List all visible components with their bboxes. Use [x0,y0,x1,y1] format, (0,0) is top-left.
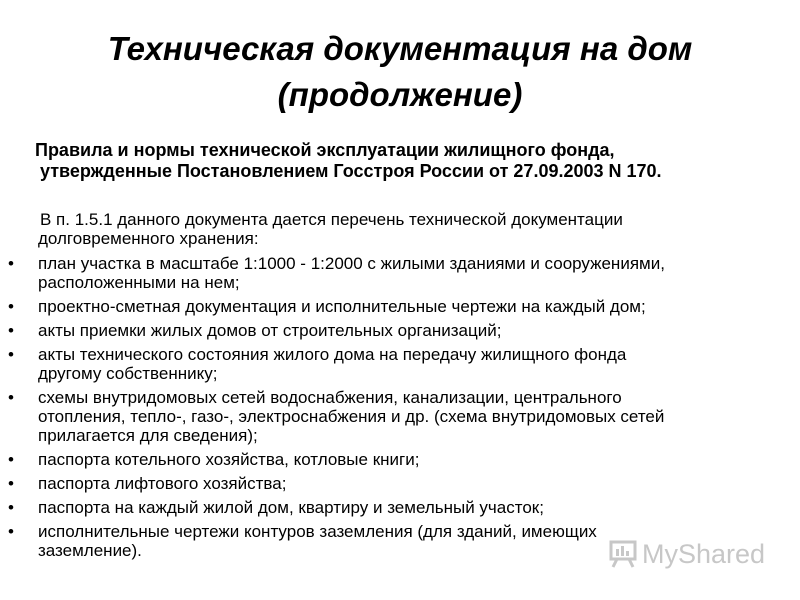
bullet-line: исполнительные чертежи контуров заземления (для зданий, имеющих [38,522,597,541]
bullet-line: схемы внутридомовых сетей водоснабжения, канализации, центрального [38,388,622,407]
slide-title-line-1: Техническая документация на дом [107,30,693,67]
subtitle-line-2: утвержденные Постановлением Госстроя России от 27.09.2003 N 170. [40,161,662,181]
bullet-marker: • [8,450,14,469]
bullet-line: акты технического состояния жилого дома на передачу жилищного фонда [38,345,627,364]
bullet-item [0,388,780,445]
bullet-marker: • [8,388,14,407]
bullet-item [0,474,780,493]
bullet-item [0,297,780,316]
bullet-marker: • [8,345,14,364]
bullet-line: паспорта на каждый жилой дом, квартиру и земельный участок; [38,498,544,517]
bullet-marker: • [8,254,14,273]
bullet-line: расположенными на нем; [38,273,240,292]
slide-subtitle [30,140,770,182]
bullet-list [0,254,780,565]
bullet-item [0,254,780,292]
bullet-item [0,450,780,469]
bullet-line: акты приемки жилых домов от строительных организаций; [38,321,502,340]
subtitle-line-1: Правила и нормы технической эксплуатации жилищного фонда, [35,140,615,160]
watermark-text: MyShared [642,538,766,569]
bullet-marker: • [8,297,14,316]
bullet-marker: • [8,321,14,340]
bullet-line: проектно-сметная документация и исполнительные чертежи на каждый дом; [38,297,646,316]
bullet-line: план участка в масштабе 1:1000 - 1:2000 с жилыми зданиями и сооружениями, [38,254,665,273]
bullet-marker: • [8,498,14,517]
bullet-line: заземление). [38,541,142,560]
bullet-line: отопления, тепло-, газо-, электроснабжения и др. (схема внутридомовых сетей [38,407,665,426]
presentation-board-icon [608,539,638,569]
bullet-marker: • [8,474,14,493]
intro-paragraph [38,210,778,248]
bullet-marker: • [8,522,14,541]
bullet-line: паспорта лифтового хозяйства; [38,474,287,493]
slide-title [0,26,800,118]
bullet-line: другому собственнику; [38,364,218,383]
intro-line-2: долговременного хранения: [38,229,259,248]
bullet-line: прилагается для сведения); [38,426,258,445]
slide-title-line-2: (продолжение) [277,76,523,113]
bullet-item [0,345,780,383]
bullet-item [0,498,780,517]
watermark [608,537,768,571]
bullet-line: паспорта котельного хозяйства, котловые книги; [38,450,420,469]
intro-line-1: В п. 1.5.1 данного документа дается перечень технической документации [40,210,623,229]
bullet-item [0,321,780,340]
